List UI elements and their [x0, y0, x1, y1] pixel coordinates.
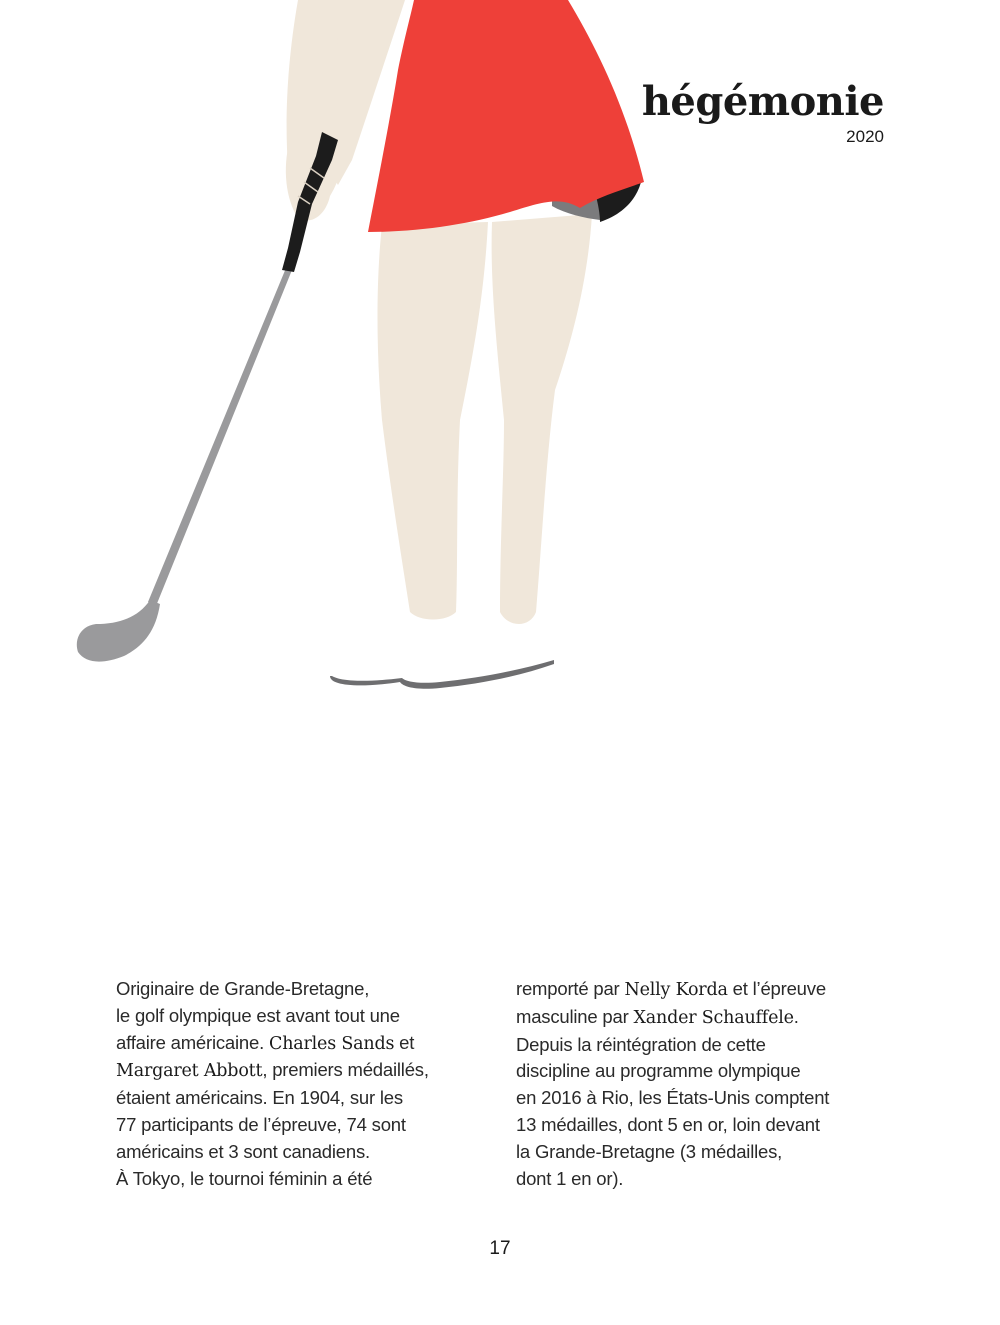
- text-segment: masculine par: [516, 1005, 634, 1027]
- text-line: [516, 1032, 886, 1059]
- text-segment: et l’épreuve: [727, 978, 826, 999]
- golfer-leg-left: [378, 222, 489, 620]
- text-segment: remporté par: [516, 978, 625, 999]
- page-year: 2020: [846, 127, 884, 146]
- text-segment: Depuis la réintégration de cette: [516, 1033, 766, 1055]
- text-segment: .: [793, 1005, 799, 1027]
- text-line: [516, 1004, 886, 1032]
- text-line: [116, 976, 476, 1003]
- text-line: [516, 1139, 886, 1166]
- person-name: Charles Sands: [269, 1033, 395, 1054]
- golfer-leg-right: [492, 214, 592, 624]
- text-segment: Originaire de Grande-Bretagne,: [116, 978, 370, 999]
- text-line: [516, 1058, 886, 1085]
- text-segment: 77 participants de l’épreuve, 74 sont: [116, 1113, 406, 1135]
- text-segment: la Grande-Bretagne (3 médailles,: [516, 1140, 783, 1162]
- text-segment: affaire américaine.: [116, 1031, 269, 1053]
- text-line: [516, 976, 886, 1004]
- person-name: Xander Schauffele: [633, 1007, 794, 1028]
- person-name: Nelly Korda: [624, 980, 728, 1000]
- page-title: hégémonie: [641, 78, 884, 125]
- text-segment: étaient américains. En 1904, sur les: [116, 1087, 403, 1109]
- person-name: Margaret Abbott: [116, 1061, 263, 1082]
- text-line: [116, 1057, 476, 1085]
- text-segment: 13 médailles, dont 5 en or, loin devant: [516, 1113, 820, 1135]
- golf-club-shaft: [148, 268, 292, 606]
- page-number: 17: [489, 1238, 511, 1259]
- text-segment: À Tokyo, le tournoi féminin a été: [116, 1167, 373, 1189]
- golfer-shoe-shadow: [330, 660, 554, 689]
- text-segment: , premiers médaillés,: [262, 1059, 429, 1081]
- text-segment: en 2016 à Rio, les États-Unis comptent: [516, 1087, 830, 1109]
- text-line: [116, 1139, 476, 1166]
- text-line: [516, 1112, 886, 1139]
- text-line: [516, 1166, 886, 1193]
- text-segment: discipline au programme olympique: [516, 1060, 801, 1082]
- text-segment: le golf olympique est avant tout une: [116, 1004, 400, 1026]
- text-column-right: [516, 976, 886, 1192]
- text-column-left: [116, 976, 476, 1192]
- text-line: [116, 1030, 476, 1058]
- text-line: [116, 1166, 476, 1193]
- text-segment: et: [394, 1031, 415, 1053]
- text-line: [516, 1085, 886, 1112]
- text-segment: dont 1 en or).: [516, 1167, 624, 1189]
- text-line: [116, 1112, 476, 1139]
- heading: [642, 78, 884, 147]
- text-line: [116, 1003, 476, 1030]
- text-segment: américains et 3 sont canadiens.: [116, 1140, 370, 1162]
- text-line: [116, 1085, 476, 1112]
- golf-club-head: [77, 600, 160, 662]
